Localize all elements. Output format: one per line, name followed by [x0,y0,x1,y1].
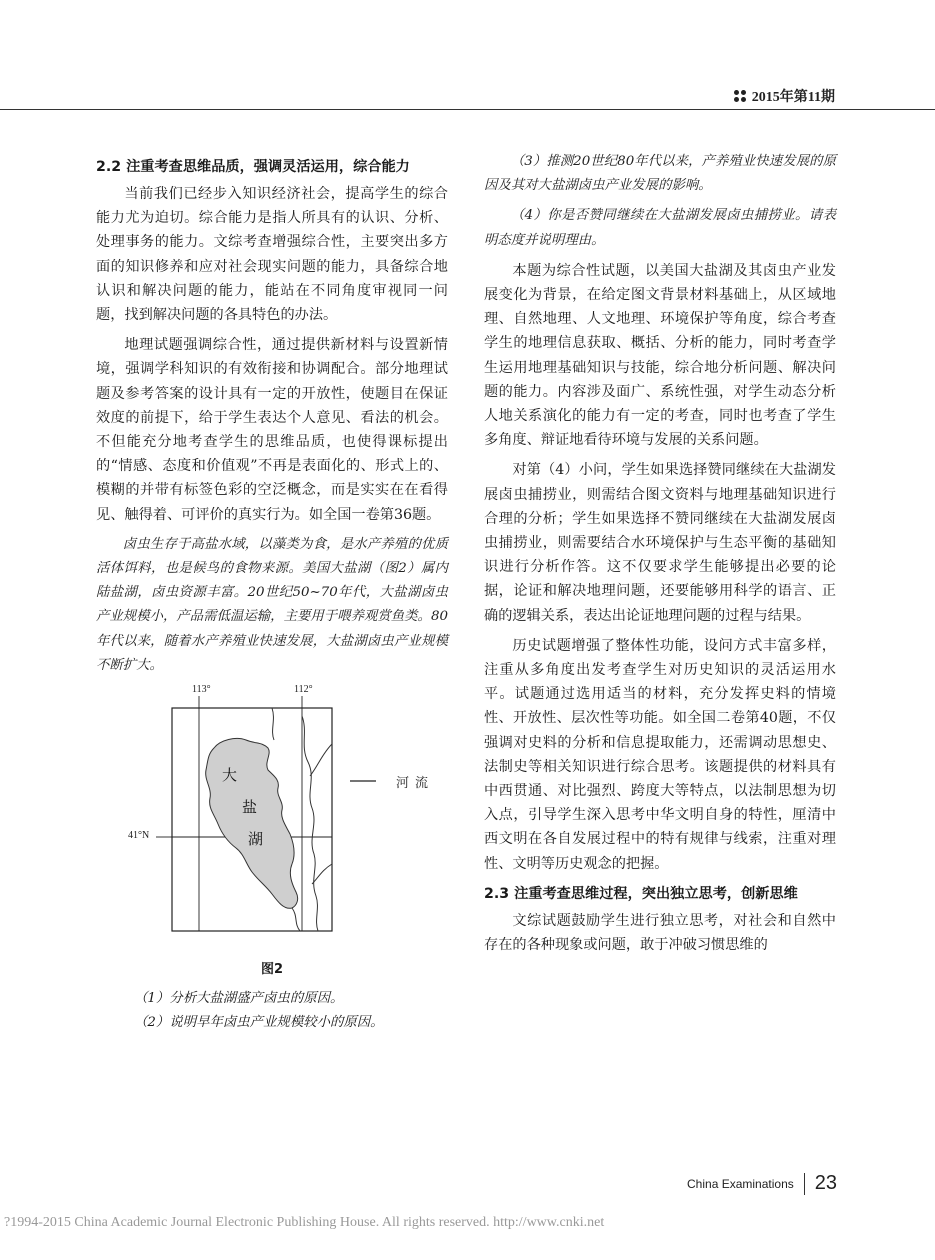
river-line [272,708,274,740]
paragraph: 当前我们已经步入知识经济社会，提高学生的综合能力尤为迫切。综合能力是指人所具有的认识、分析、处理事务的能力。文综考查增强综合性，主要突出多方面的知识修养和应对社会现实问题的能力，具备综合地认识和解决问题的能力，能站在不同角度审视同一问题，找到解决问题的各具特色的办法。 [96,186,448,324]
legend-river-label: 河流 [396,776,435,792]
page-number: 23 [814,1172,837,1194]
paragraph: 文综试题鼓励学生进行独立思考，对社会和自然中存在的各种现象或问题，敢于冲破习惯思维的 [484,912,836,954]
journal-name: China Examinations [687,1176,794,1191]
lake-shape [206,738,298,908]
dots-icon [734,90,746,102]
page-footer [687,1172,837,1195]
sub-question: （3）推测20世纪80年代以来，产养殖业快速发展的原因及其对大盐湖卤虫产业发展的影响。 [484,154,836,194]
paragraph: 历史试题增强了整体性功能，设问方式丰富多样，注重从多角度出发考查学生对历史知识的灵活运用水平。试题通过选用适当的材料，充分发挥史料的情境性、开放性、层次性等功能。如全国二卷第40题，不仅强调对史料的分析和信息提取能力，还需调动思想史、法制史等相关知识进行综合思考。该题提供的材料具有中西贯通、对比强烈、跨度大等特点，以法制思想为切入点，引导学生深入思考中华文明自身的特性，厘清中西文明在各自发展过程中的特有规律与线索，注重对理性、文明等历史观念的把握。 [484,637,836,872]
lake-label-char: 大 [222,766,238,785]
lake-label-char: 盐 [242,798,258,817]
left-column [96,150,448,1035]
question-text: 卤虫生存于高盐水域，以藻类为食，是水产养殖的优质活体饵料，也是候鸟的食物来源。美国大盐湖（图2）属内陆盐湖，卤虫资源丰富。20世纪50~70年代，大盐湖卤虫产业规模小，产品需低温运输，主要用于喂养观赏鱼类。80年代以来，随着水产养殖业快速发展，大盐湖卤虫产业规模不断扩大。 [96,536,448,673]
section-heading-2-3: 2.3 注重考查思维过程，突出独立思考，创新思维 [484,885,798,902]
lon-label-113: 113° [192,684,211,696]
copyright-line: ?1994-2015 China Academic Journal Electronic Publishing House. All rights reserved. http://www.cnki.net [4,1215,605,1230]
issue-label: 2015年第11期 [751,90,835,105]
section-heading-2-2: 2.2 注重考查思维品质，强调灵活运用，综合能力 [96,159,410,175]
right-column [484,150,836,963]
river-line [292,908,300,931]
river-line [302,716,318,931]
footer-divider [804,1173,805,1195]
header-issue [734,86,835,106]
lon-label-112: 112° [294,684,313,696]
sub-question: （4）你是否赞同继续在大盐湖发展卤虫捕捞业。请表明态度并说明理由。 [484,208,836,248]
lake-label-char: 湖 [248,830,264,849]
lat-label-41n: 41°N [128,830,150,842]
great-salt-lake-map [96,684,448,959]
paragraph: 本题为综合性试题，以美国大盐湖及其卤虫产业发展变化为背景，在给定图文背景材料基础上，从区域地理、自然地理、人文地理、环境保护等角度，综合考查学生的地理信息获取、概括、分析的能力，同时考查学生运用地理基础知识与技能，综合地分析问题、解决问题的能力。内容涉及面广、系统性强，对学生动态分析人地关系演化的能力有一定的考查，同时也考查了学生多角度、辩证地看待环境与发展的关系问题。 [484,262,836,449]
paragraph: 地理试题强调综合性，通过提供新材料与设置新情境，强调学科知识的有效衔接和协调配合。部分地理试题及参考答案的设计具有一定的开放性，使题目在保证效度的前提下，给于学生表达个人意见、看法的机会。不但能充分地考查学生的思维品质，也使得课标提出的“情感、态度和价值观”不再是表面化的、形式上的、模糊的并带有标签色彩的空泛概念，而是实实在在看得见、触得着、可评价的真实行为。如全国一卷第36题。 [96,337,448,523]
sub-question: （2）说明早年卤虫产业规模较小的原因。 [134,1015,384,1031]
header-rule [0,109,935,110]
paragraph: 对第（4）小问，学生如果选择赞同继续在大盐湖发展卤虫捕捞业，则需结合图文资料与地理基础知识进行合理的分析；学生如果选择不赞同继续在大盐湖发展卤虫捕捞业，则需要结合水环境保护与生态平衡的基础知识进行分析作答。这不仅要求学生能够提出必要的论据，论证和解决地理问题，还要能够用科学的语言、正确的逻辑关系，表达出论证地理问题的过程与结果。 [484,462,836,624]
figure-map [96,684,448,959]
figure-caption: 图2 [260,962,284,978]
sub-question: （1）分析大盐湖盛产卤虫的原因。 [134,991,344,1007]
river-line [310,744,332,776]
